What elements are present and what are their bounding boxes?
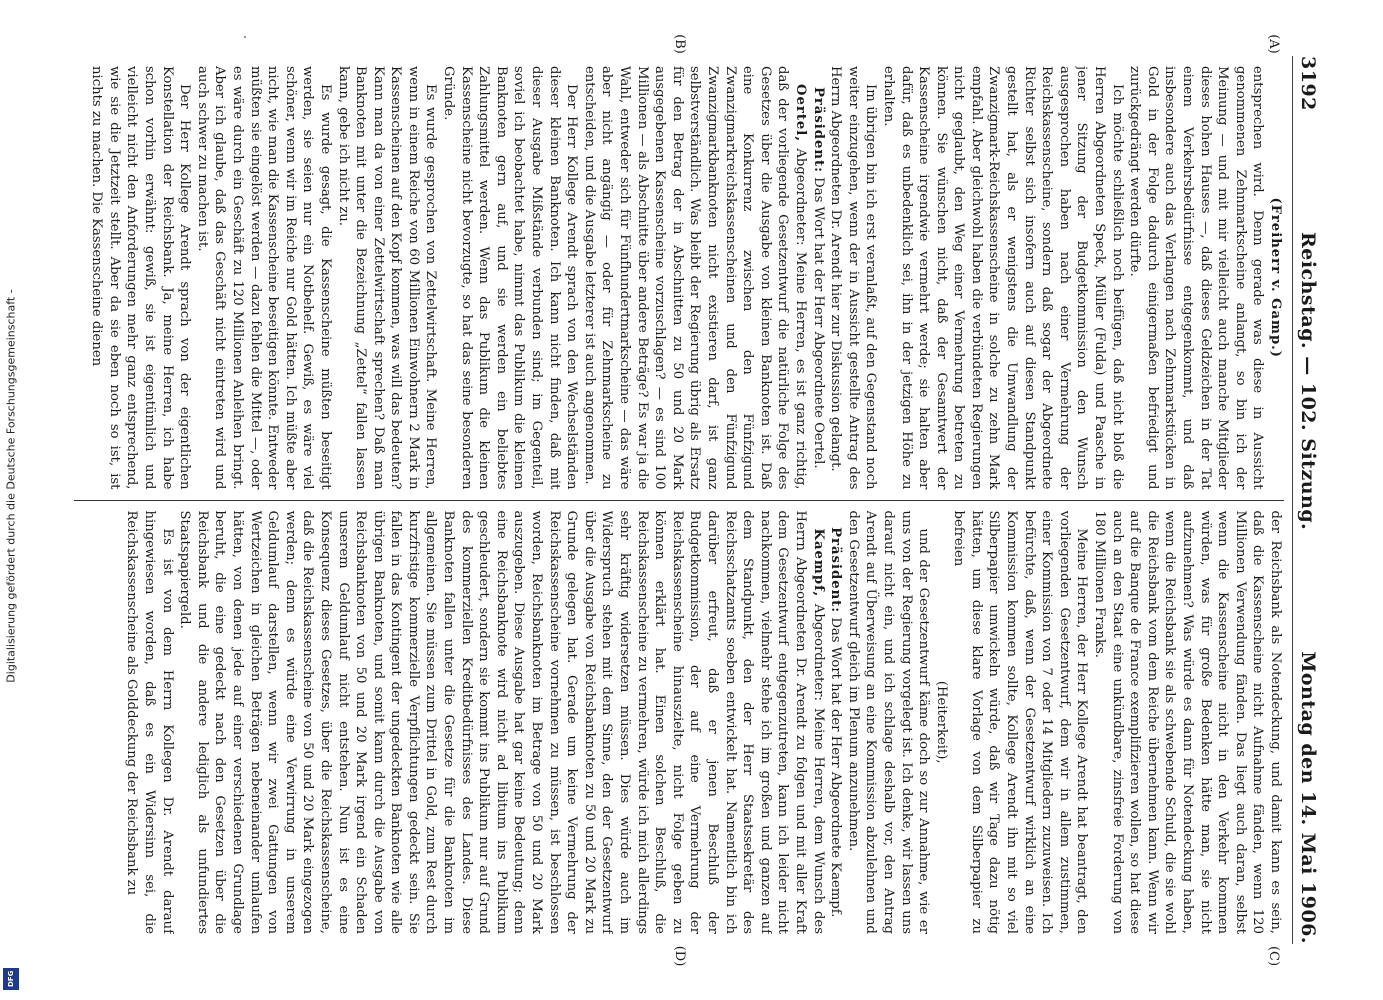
- paragraph: [122, 511, 175, 935]
- page-number: 3192: [1296, 56, 1319, 111]
- text-columns: [74, 34, 1284, 967]
- left-column-text: [74, 66, 1284, 490]
- paragraph: [87, 66, 193, 490]
- paragraph-text: Das Wort hat der Herr Abgeordnete Kaempf.: [827, 613, 843, 918]
- paragraph-text: der Reichsbank als Notendeckung, und damit kann es sein, daß die Kassenscheine nicht Aufnahme fänden, wenn 120 Millionen Verwendung fänden. Das liegt auch daran, selbst wenn die Kassenscheine nicht in den Verkehr kommen würden, was für große Bedenken hätte man, sie nicht aufzunehmen? Was würde es dann für Notendeckung haben, wenn die Reichsbank sie als schwebende Schuld, die sie wohl die Reichsbank vom dem Reiche übernehmen kann. Wenn wir auf die Banque de France exemplifizieren wollen, so hat diese auch an den Staat eine unkündbare, zinsfreie Forderung von 180 Millionen Franks.: [1091, 510, 1283, 934]
- speaker-name: Kaempf,: [810, 528, 826, 598]
- left-column: [74, 34, 1284, 501]
- page-header: [1292, 56, 1319, 944]
- paragraph: [1125, 66, 1266, 490]
- right-column: [74, 501, 1284, 967]
- speaker-name: Präsident:: [810, 86, 826, 173]
- speaker-name: (Freiherr v. Gamp.): [1267, 197, 1283, 358]
- paragraph-text: Es wurde gesagt, die Kassenscheine müßten beseitigt werden, sie seien nur ein Notbehelf. Gewiß, es wäre viel schöner, wenn wir im Reiche nur Gold hätten. Ich müßte aber nicht, wie man die Kassenscheine beseitigen könnte. Entweder müßten sie eingelöst werden — dazu fehlen die Mittel —, oder es wäre durch ein Geschäft zu 120 Millionen Anleihen bringt. Aber ich glaube, daß das Geschäft nicht eintreten wird und auch schwer zu machen ist.: [194, 66, 333, 490]
- paragraph-text: Das Wort hat der Herr Abgeordnete Oertel.: [810, 172, 826, 469]
- paragraph-text: Der Herr Kollege Arendt sprach von der eigentlichen Konstellation der Reichsbank. Ja, meine Herren, ich habe schon vorhin erwähnt: gewiß, sie ist eigentümlich und vielleicht nicht den Anforderungen mehr ganz entsprechend, wie sie die Jetztzeit stellt. Aber da sie eben noch so ist, ist nichts zu machen. Die Kassenscheine dienen: [88, 66, 192, 490]
- paragraph: [808, 66, 826, 490]
- paragraph-text: Ich möchte schließlich noch beifügen, daß nicht bloß die Herren Abgeordneten Speck, Müller (Fulda) und Paasche in jener Sitzung der Budgetkommission den Wunsch ausgesprochen haben nach einer Vermehrung der Reichskassenscheine, sondern daß sogar der Abgeordnete Richter selbst sich insofern auch auf diesen Standpunkt gestellt hat, als er wenigstens die Umwandlung der Zwanzigmark-Reichskassenscheine in solche zu zehn Mark empfahl. Aber gleichwohl haben die verbündeten Regierungen nicht geglaubt, den Weg einer Vermehrung betreten zu können. Sie wünschen nicht, daß der Gesamtwert der Kassenscheine irgendwie vermehrt werde; sie halten aber dafür, daß es unbedenklich sei, ihn in der jetzigen Höhe zu erhalten.: [880, 66, 1125, 490]
- session-date: Montag den 14. Mai 1906.: [1296, 651, 1319, 944]
- page-title: Reichstag. — 102. Sitzung.: [1296, 231, 1319, 531]
- paragraph: [193, 66, 334, 490]
- paragraph: [949, 511, 1090, 935]
- right-column-text: [74, 511, 1284, 935]
- paragraph: [844, 511, 932, 935]
- digitization-credit: Digitalisierung gefördert durch die Deutsche Forschungsgemeinschaft -: [4, 289, 18, 683]
- paragraph: [826, 66, 879, 490]
- paragraph-text: Meine Herren, der Herr Kollege Arendt hat beantragt, den vorliegenden Gesetzentwurf, dem wir in allem zustimmen, einer Kommission von 7 oder 14 Mitgliedern zuzuweisen. Ich befürchte, daß, wenn der Gesetzentwurf wirklich an eine Kommission kommen sollte, Kollege Arendt ihn mit so viel Silberpapier umwickeln würde, daß wir Tage dazu nötig hätten, um diese klare Vorlage von dem Silberpapier zu befreien: [950, 510, 1089, 934]
- margin-marker-a: (A): [1265, 34, 1281, 54]
- paragraph-text: Es ist von dem Herrn Kollegen Dr. Arendt darauf hingewiesen worden, daß es ein Widersinn sei, die Reichskassenscheine als Golddeckung der Reichsbank zu: [123, 510, 175, 934]
- paragraph-text: Der Herr Kollege Arendt sprach von den Wechselständen dieser kleinen Banknoten. Ich kann nicht finden, daß mit dieser Ausgabe Mißstände verbunden sind; im Gegenteil, soviel ich beobachtet habe, nimmt das Publikum die kleinen Banknoten gern auf, und sie werden ein beliebtes Zahlungsmittel werden. Wenn das Publikum die kleinen Kassenscheine nicht bevorzugte, so hat das seine besonderen Gründe.: [440, 66, 579, 490]
- margin-marker-b: (B): [671, 34, 687, 54]
- paragraph: [879, 66, 1125, 490]
- paragraph: [175, 511, 826, 935]
- paragraph-text: entsprechen wird. Denn gerade was diese in Aussicht genommenen Zehnmarkscheine anlangt, so bin ich der Meinung — und mit mir vielleicht auch manche Mitglieder dieses hohen Hauses —, daß dieses Geldzeichen in der Tat einem Verkehrsbedürfnisse entgegenkommt, und daß insbesondere auch das Verlangen nach Zehnmarkstücken in Gold in der Folge dadurch einigermaßen befriedigt und zurückgedrängt werden dürfte.: [1126, 66, 1265, 490]
- speaker-name: Präsident:: [827, 527, 843, 614]
- paragraph-text: Es wurde gesprochen von Zettelwirtschaft. Meine Herren, wenn in einem Reiche von 60 Millionen Einwohnern 2 Mark in Kassenscheinen auf den Kopf kommen, was will das bedeuten? Kann man da von einer Zettelwirtschaft sprechen? Daß man Banknoten mit unter die Bezeichnung „Zettel“ fallen lassen kann, gebe ich nicht zu.: [335, 66, 438, 490]
- speaker-name: Oertel,: [792, 84, 808, 142]
- margin-marker-d: (D): [671, 945, 687, 967]
- paragraph-text: und der Gesetzentwurf käme doch so zur Annahme, wie er uns von der Regierung vorgelegt ist. Ich denke, wir lassen uns darauf nicht ein, und ich schlage deshalb vor, den Antrag Arendt auf Überweisung an eine Kommission abzulehnen und den Gesetzentwurf gleich im Plenum anzunehmen.: [845, 510, 931, 934]
- paragraph-text: Abgeordneter: Meine Herren, es ist ganz richtig, daß der vorliegende Gesetzentwurf die natürliche Folge des Gesetzes über die Ausgabe von kleinen Banknoten ist. Daß eine Konkurrenz zwischen den Fünfzigund Zwanzigmarkreichskassenscheinen und den Fünfzigund Zwanzigmarkbanknoten nicht existieren darf, ist ganz selbstverständlich. Was bleibt der Regierung übrig als Ersatz für den Betrag der in Abschnitten zu 50 und 20 Mark ausgegebenen Kassenscheine vorzuschlagen? — es sind 100 Millionen — als Abschnitte über andere Beträge? Es war ja die Wahl, entweder sich für Fünfhundertmarkscheine — das wäre aber nicht angängig — oder für Zehnmarkscheine zu entscheiden, und die Ausgabe letzterer ist auch angenommen.: [581, 66, 808, 490]
- paragraph-text: (Heiterkeit),: [933, 680, 949, 764]
- paragraph-text: Im übrigen bin ich erst veranlaßt, auf den Gegenstand noch weiter einzugehen, wenn der in Aussicht gestellte Antrag des Herrn Abgeordneten Dr. Arendt hier zur Diskussion gelangt.: [827, 66, 878, 490]
- paragraph: [439, 66, 580, 490]
- document-page: [47, 30, 1337, 970]
- paragraph: [580, 66, 809, 490]
- paragraph: [1090, 511, 1284, 935]
- dfg-logo: DFG: [3, 968, 19, 990]
- paragraph: [333, 66, 439, 490]
- paragraph: [932, 511, 950, 935]
- paragraph: [826, 511, 844, 935]
- margin-marker-c: (C): [1265, 945, 1281, 967]
- paragraph-text: Abgeordneter: Meine Herren, dem Wunsch des Herrn Abgeordneten Dr. Arendt zu folgen und mit aller Kraft dem Gesetzentwurf entgegenzutreten, kann ich leider nicht nachkommen, vielmehr stehe ich im großen und ganzen auf dem Standpunkt, den der Herr Staatssekretär des Reichsschatzamts soeben entwickelt hat. Namentlich bin ich darüber erfreut, daß er jenen Beschluß der Budgetkommission, der auf eine Vermehrung der Reichskassenscheine hinauszielte, nicht Folge geben zu können erklärt hat. Einen solchen Beschluß, die Reichskassenscheine zu vermehren, würde ich mich allerdings sehr kräftig widersetzen müssen. Dies würde auch im Widerspruch stehen mit dem Sinne, den der Gesetzentwurf über die Ausgabe von Reichsbanknoten zu 50 und 20 Mark zu Grunde gelegen hat. Gerade um keine Vermehrung der Reichskassenscheine vornehmen zu müssen, ist beschlossen worden, Reichsbanknoten im Betrage von 50 und 20 Mark auszugeben. Diese Ausgabe hat gar keine Bedeutung; denn eine Reichsbanknote wird nicht ad libitum ins Publikum geschleudert, sondern sie kommt ins Publikum nur auf Grund des kommerziellen Kreditbedürfnisses des Landes. Diese Banknoten fallen unter die Gesetze für die Banknoten im allgemeinen. Sie müssen zum Drittel in Gold, zum Rest durch kurzfristige kommerzielle Verpflichtungen gedeckt sein. Sie fallen in das Kontingent der ungedeckten Banknoten wie alle übrigen Banknoten, und somit kann durch die Ausgabe von Reichsbanknoten von 50 und 20 Mark irgend ein Schaden unserem Geldumlauf nicht entstehen. Nun ist es eine Konsequenz dieses Gesetzes, über die Reichskassenscheine, daß die Reichskassenscheine von 50 und 20 Mark eingezogen werden; denn es würde eine Verwirrung in unserem Geldumlauf darstellen, wenn wir zwei Gattungen von Wertzeichen in gleichen Beträgen nebeneinander umlaufen hätten, von denen jede auf einer verschiedenen Grundlage beruht, die eine gedeckt nach den Gesetzen über die Reichsbank und die andere lediglich als unfundiertes Staatspapiergeld.: [176, 510, 826, 934]
- paragraph: [1266, 66, 1284, 490]
- footer-strip: [0, 0, 22, 1000]
